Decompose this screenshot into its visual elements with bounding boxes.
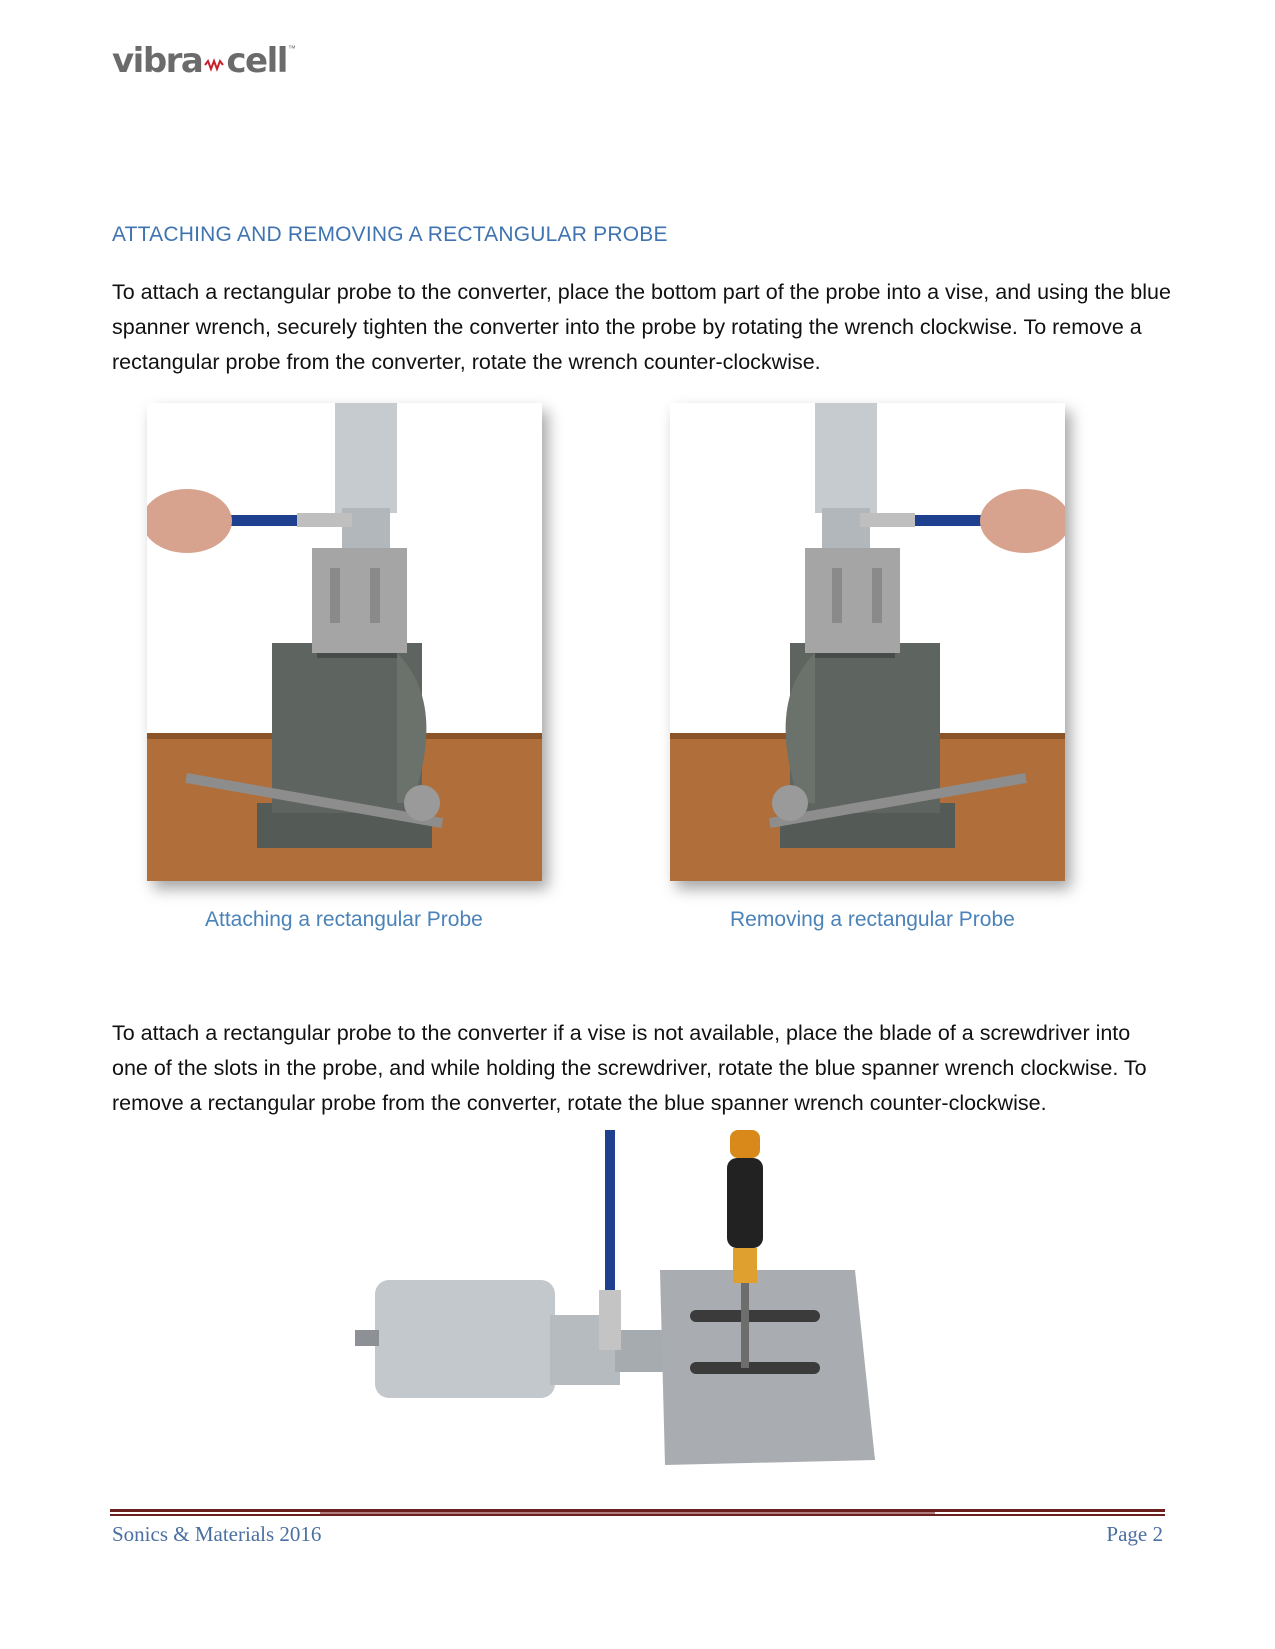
instructions-paragraph-screwdriver: To attach a rectangular probe to the converter if a vise is not available, place the blade of a screwdriver into one of the slots in the probe, and while holding the screwdriver, rotate the blue spanner wrench clockwise. To remove a rectangular probe from the converter, rotate the blue spanner wrench counter-clockwise. (112, 1021, 1147, 1115)
logo-trademark: ™ (287, 44, 296, 53)
logo-wave-icon (203, 58, 225, 72)
vibracell-logo (112, 41, 296, 81)
section-heading: ATTACHING AND REMOVING A RECTANGULAR PROBE (112, 223, 668, 246)
remove-probe-photo (670, 403, 1065, 881)
footer-company: Sonics & Materials 2016 (112, 1522, 322, 1546)
logo-text-vibra: vibra (112, 41, 203, 81)
logo-text-cell: cell (226, 41, 287, 81)
footer-divider (110, 1509, 1165, 1517)
screwdriver-method-photo (355, 1130, 915, 1475)
attach-probe-caption: Attaching a rectangular Probe (205, 908, 483, 931)
remove-probe-caption: Removing a rectangular Probe (730, 908, 1015, 931)
footer-page-number: Page 2 (1106, 1522, 1163, 1546)
instructions-paragraph-vise: To attach a rectangular probe to the converter, place the bottom part of the probe into a vise, and using the blue spanner wrench, securely tighten the converter into the probe by rotating the wrench clockwise. To remove a rectangular probe from the converter, rotate the wrench counter-clockwise. (112, 280, 1171, 374)
attach-probe-photo (147, 403, 542, 881)
